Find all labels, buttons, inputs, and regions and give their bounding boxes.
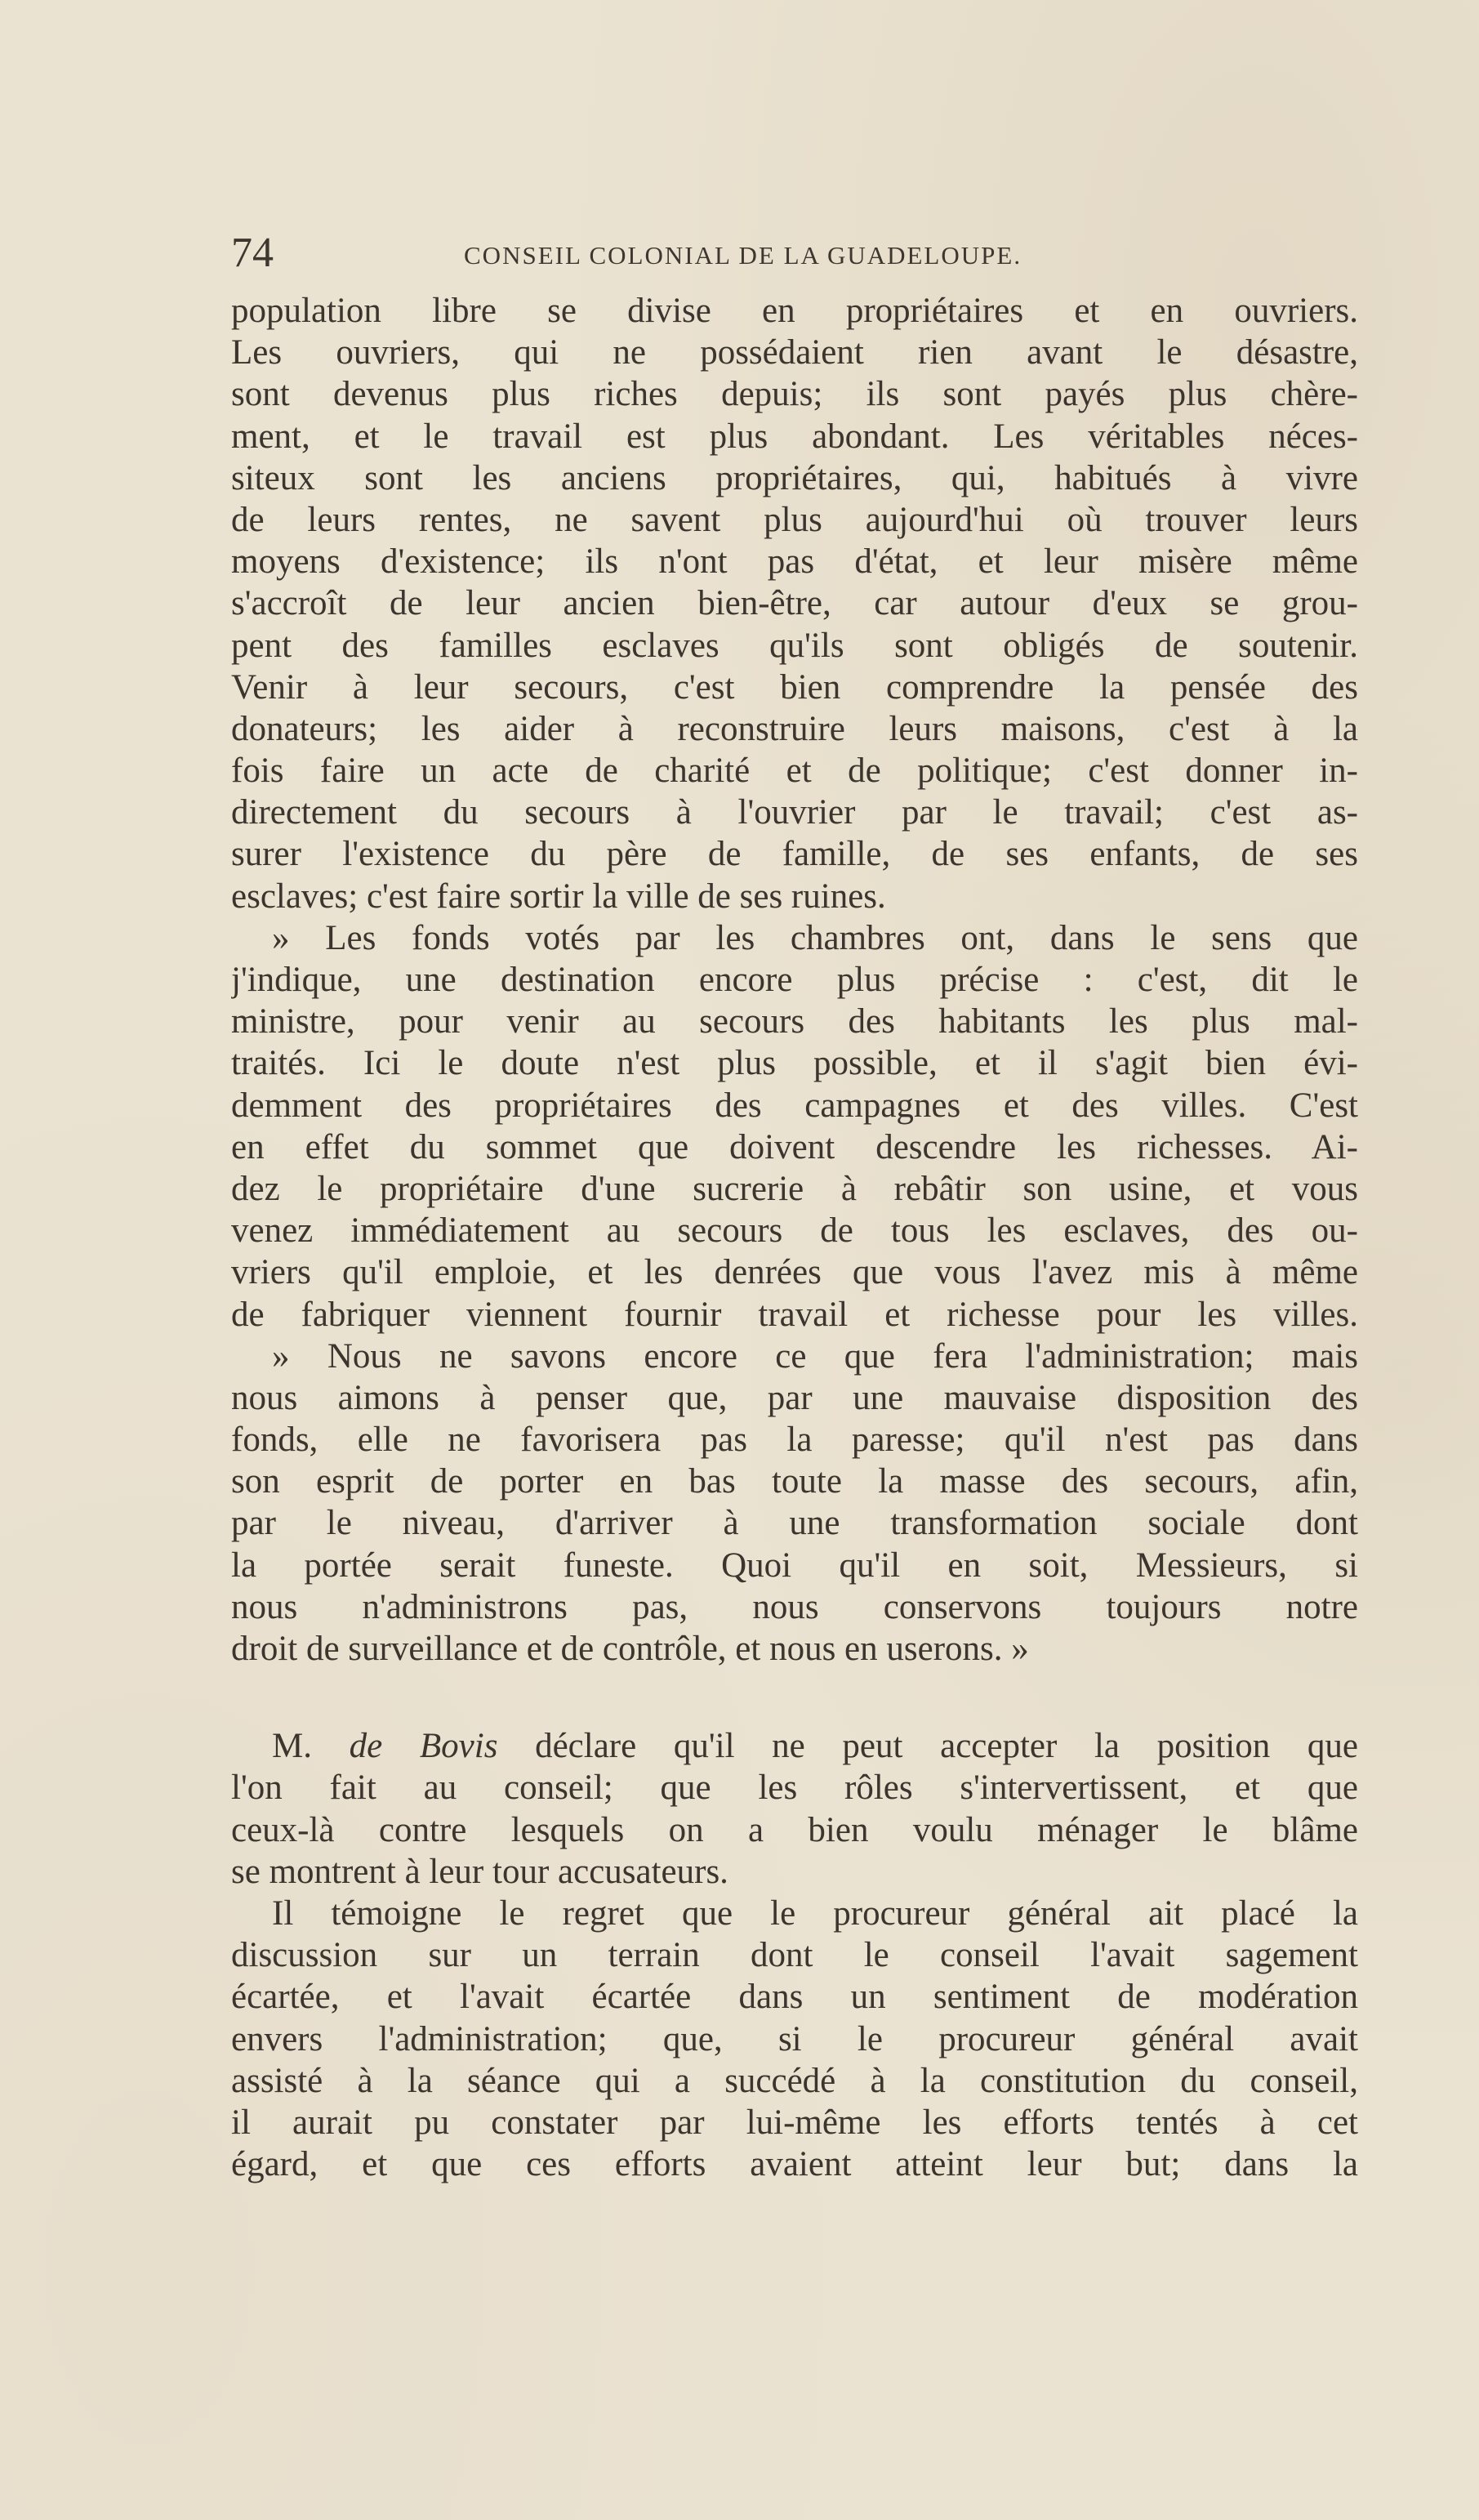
- text-line: surer l'existence du père de famille, de ses enfants, de ses: [231, 835, 1358, 874]
- text-line: s'accroît de leur ancien bien-être, car autour d'eux se grou-: [231, 584, 1358, 623]
- text-line: » Les fonds votés par les chambres ont, dans le sens que: [272, 918, 1358, 957]
- text-line: vriers qu'il emploie, et les denrées que vous l'avez mis à même: [231, 1253, 1358, 1292]
- text-line: ministre, pour venir au secours des habitants les plus mal-: [231, 1002, 1358, 1041]
- text-line: ceux-là contre lesquels on a bien voulu ménager le blâme: [231, 1810, 1358, 1849]
- text-line: dez le propriétaire d'une sucrerie à rebâtir son usine, et vous: [231, 1169, 1358, 1208]
- text-line: de leurs rentes, ne savent plus aujourd'hui où trouver leurs: [231, 500, 1358, 539]
- text-line: l'on fait au conseil; que les rôles s'intervertissent, et que: [231, 1768, 1358, 1808]
- text-line: pent des familles esclaves qu'ils sont obligés de soutenir.: [231, 626, 1358, 665]
- text-line: Les ouvriers, qui ne possédaient rien avant le désastre,: [231, 333, 1358, 372]
- text-line: nous aimons à penser que, par une mauvaise disposition des: [231, 1378, 1358, 1417]
- text-line: [231, 1725, 1358, 1767]
- text-fragment: déclare qu'il ne peut accepter la position que: [497, 1727, 1358, 1766]
- text-line: donateurs; les aider à reconstruire leurs maisons, c'est à la: [231, 709, 1358, 748]
- text-line: directement du secours à l'ouvrier par le travail; c'est as-: [231, 793, 1358, 832]
- text-line: esclaves; c'est faire sortir la ville de ses ruines.: [231, 876, 886, 916]
- text-line: moyens d'existence; ils n'ont pas d'état, et leur misère même: [231, 542, 1358, 582]
- text-line: envers l'administration; que, si le procureur général avait: [231, 2019, 1358, 2058]
- text-line: » Nous ne savons encore ce que fera l'administration; mais: [272, 1336, 1358, 1376]
- text-line: par le niveau, d'arriver à une transformation sociale dont: [231, 1504, 1358, 1543]
- text-line: assisté à la séance qui a succédé à la constitution du conseil,: [231, 2061, 1358, 2100]
- paragraph-gap: [231, 1670, 1358, 1725]
- text-line: discussion sur un terrain dont le conseil l'avait sagement: [231, 1936, 1358, 1975]
- text-line: Venir à leur secours, c'est bien comprendre la pensée des: [231, 667, 1358, 707]
- text-line: j'indique, une destination encore plus précise : c'est, dit le: [231, 961, 1358, 999]
- text-line: venez immédiatement au secours de tous les esclaves, des ou-: [231, 1211, 1358, 1251]
- text-line: traités. Ici le doute n'est plus possible, et il s'agit bien évi-: [231, 1044, 1358, 1083]
- text-line: en effet du sommet que doivent descendre les richesses. Ai-: [231, 1127, 1358, 1166]
- text-line: demment des propriétaires des campagnes et des villes. C'est: [231, 1086, 1358, 1125]
- text-line: population libre se divise en propriétaires et en ouvriers.: [231, 292, 1358, 330]
- text-line: égard, et que ces efforts avaient atteint leur but; dans la: [231, 2145, 1358, 2184]
- body-text: [231, 290, 1358, 2185]
- page-number: 74: [231, 230, 274, 276]
- running-head: CONSEIL COLONIAL DE LA GUADELOUPE.: [464, 241, 1022, 270]
- text-line: il aurait pu constater par lui-même les efforts tentés à cet: [231, 2103, 1358, 2142]
- text-line: fois faire un acte de charité et de politique; c'est donner in-: [231, 752, 1358, 791]
- text-line: de fabriquer viennent fournir travail et richesse pour les villes.: [231, 1295, 1358, 1334]
- text-line: écartée, et l'avait écartée dans un sentiment de modération: [231, 1978, 1358, 2017]
- text-line: siteux sont les anciens propriétaires, qui, habitués à vivre: [231, 458, 1358, 497]
- text-line: son esprit de porter en bas toute la masse des secours, afin,: [231, 1462, 1358, 1501]
- speaker-name: de Bovis: [349, 1727, 498, 1766]
- page-header: [231, 229, 1358, 278]
- text-line: Il témoigne le regret que le procureur général ait placé la: [272, 1893, 1358, 1933]
- text-line: droit de surveillance et de contrôle, et nous en userons. »: [231, 1630, 1029, 1668]
- text-line: sont devenus plus riches depuis; ils sont payés plus chère-: [231, 375, 1358, 414]
- text-line: fonds, elle ne favorisera pas la paresse; qu'il n'est pas dans: [231, 1421, 1358, 1460]
- text-line: nous n'administrons pas, nous conservons toujours notre: [231, 1587, 1358, 1626]
- text-line: ment, et le travail est plus abondant. Les véritables néces-: [231, 417, 1358, 456]
- speaker-prefix: M.: [272, 1727, 350, 1766]
- text-line: se montrent à leur tour accusateurs.: [231, 1852, 728, 1891]
- text-line: la portée serait funeste. Quoi qu'il en soit, Messieurs, si: [231, 1545, 1358, 1585]
